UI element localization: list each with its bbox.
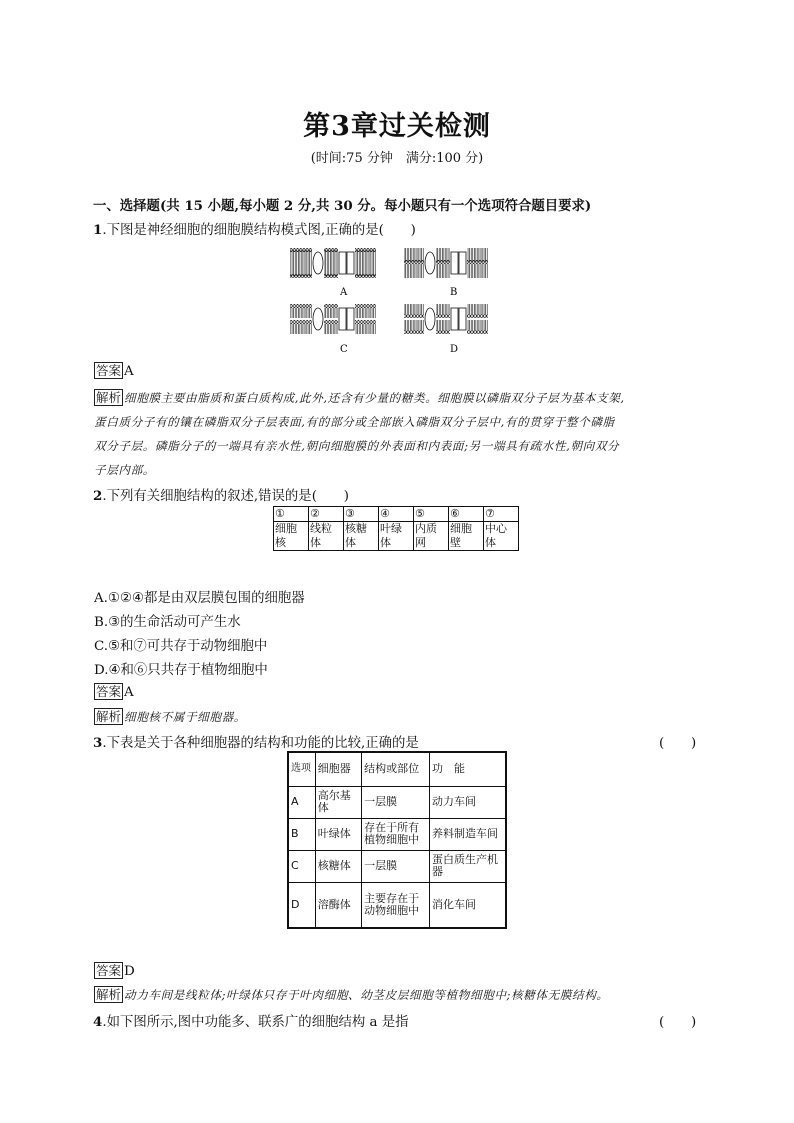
explanation-text: 动力车间是线粒体;叶绿体只存于叶肉细胞、幼茎皮层细胞等植物细胞中;核糖体无膜结构。 bbox=[124, 988, 609, 1002]
exam-info: (时间:75 分钟 满分:100 分) bbox=[310, 151, 484, 166]
question-2 bbox=[93, 485, 349, 504]
table-header: 选项 bbox=[288, 752, 315, 786]
table-cell: 存在于所有植物细胞中 bbox=[362, 818, 430, 850]
answer-tag: 答案 bbox=[96, 684, 122, 699]
table-cell: ⑥ bbox=[449, 507, 484, 522]
explanation-text: 细胞核不属于细胞器。 bbox=[124, 710, 246, 724]
table-cell: A bbox=[288, 786, 315, 818]
answer-tag: 答案 bbox=[96, 363, 122, 378]
membrane-diagrams bbox=[288, 246, 508, 356]
answer-3 bbox=[94, 962, 135, 979]
explanation-line: 细胞膜主要由脂质和蛋白质构成,此外,还含有少量的糖类。细胞膜以磷脂双分子层为基本支架, bbox=[124, 391, 625, 405]
diagram-label-b: B bbox=[450, 287, 458, 298]
answer-1 bbox=[94, 362, 134, 379]
question-number: 2 bbox=[93, 488, 103, 504]
option-c: C.⑤和⑦可共存于动物细胞中 bbox=[94, 639, 268, 654]
table-cell: ① bbox=[274, 507, 309, 522]
answer-value: A bbox=[124, 685, 134, 700]
diagram-label-a: A bbox=[340, 287, 348, 298]
table-cell: 一层膜 bbox=[362, 850, 430, 882]
question-4 bbox=[93, 1011, 409, 1030]
table-header: 结构或部位 bbox=[362, 752, 430, 786]
table-cell: 细胞壁 bbox=[449, 522, 484, 551]
explanation-tag: 解析 bbox=[96, 390, 122, 405]
diagram-label-d: D bbox=[450, 344, 459, 355]
table-cell: 一层膜 bbox=[362, 786, 430, 818]
table-cell: 细胞核 bbox=[274, 522, 309, 551]
table-cell: 消化车间 bbox=[430, 882, 506, 928]
explanation-tag: 解析 bbox=[96, 987, 122, 1002]
question-1 bbox=[93, 219, 416, 238]
explanation-3 bbox=[94, 986, 609, 1003]
organelle-table bbox=[273, 506, 519, 551]
table-cell: 叶绿体 bbox=[379, 522, 414, 551]
membrane-diagram-d bbox=[404, 304, 488, 334]
membrane-diagram-c bbox=[290, 304, 376, 334]
answer-tag: 答案 bbox=[96, 963, 122, 978]
table-cell: ③ bbox=[344, 507, 379, 522]
question-stem: .如下图所示,图中功能多、联系广的细胞结构 a 是指 bbox=[102, 1015, 409, 1030]
table-cell: 养料制造车间 bbox=[430, 818, 506, 850]
option-d: D.④和⑥只共存于植物细胞中 bbox=[94, 663, 268, 678]
answer-value: A bbox=[124, 364, 134, 379]
table-header: 细胞器 bbox=[315, 752, 361, 786]
table-cell: 核糖体 bbox=[315, 850, 361, 882]
table-cell: D bbox=[288, 882, 315, 928]
diagram-label-c: C bbox=[340, 344, 348, 355]
membrane-diagram-a bbox=[290, 248, 376, 278]
answer-2 bbox=[94, 683, 134, 700]
question-stem: .下图是神经细胞的细胞膜结构模式图,正确的是( ) bbox=[102, 223, 416, 238]
explanation-line: 双分子层。磷脂分子的一端具有亲水性,朝向细胞膜的外表面和内表面;另一端具有疏水性,朝向双分 bbox=[94, 439, 620, 453]
page-title: 第3章过关检测 bbox=[303, 111, 491, 142]
question-stem: .下列有关细胞结构的叙述,错误的是( ) bbox=[102, 489, 349, 504]
section-heading: 一、选择题(共 15 小题,每小题 2 分,共 30 分。每小题只有一个选项符合题目要求) bbox=[93, 198, 592, 214]
table-cell: ② bbox=[309, 507, 344, 522]
question-number: 4 bbox=[93, 1014, 103, 1030]
table-cell: ④ bbox=[379, 507, 414, 522]
table-cell: 高尔基体 bbox=[315, 786, 361, 818]
explanation-tag: 解析 bbox=[96, 709, 122, 724]
organelle-comparison-table bbox=[287, 751, 507, 929]
table-cell: 叶绿体 bbox=[315, 818, 361, 850]
option-a: A.①②④都是由双层膜包围的细胞器 bbox=[94, 591, 305, 606]
table-cell: 溶酶体 bbox=[315, 882, 361, 928]
table-cell: C bbox=[288, 850, 315, 882]
table-header: 功 能 bbox=[430, 752, 506, 786]
question-3 bbox=[93, 732, 419, 751]
table-cell: B bbox=[288, 818, 315, 850]
table-cell: 内质网 bbox=[414, 522, 449, 551]
table-cell: 中心体 bbox=[484, 522, 519, 551]
explanation-line: 蛋白质分子有的镶在磷脂双分子层表面,有的部分或全部嵌入磷脂双分子层中,有的贯穿于整个磷脂 bbox=[94, 415, 615, 429]
explanation-1 bbox=[94, 389, 625, 406]
question-number: 3 bbox=[93, 735, 103, 751]
explanation-2 bbox=[94, 708, 246, 725]
question-number: 1 bbox=[93, 222, 103, 238]
membrane-diagram-b bbox=[404, 248, 488, 278]
answer-value: D bbox=[124, 964, 135, 979]
question-stem: .下表是关于各种细胞器的结构和功能的比较,正确的是 bbox=[102, 736, 419, 751]
answer-blank: ( ) bbox=[659, 1015, 697, 1030]
table-cell: ⑤ bbox=[414, 507, 449, 522]
table-cell: 线粒体 bbox=[309, 522, 344, 551]
answer-blank: ( ) bbox=[659, 736, 697, 751]
table-cell: 蛋白质生产机器 bbox=[430, 850, 506, 882]
table-cell: 核糖体 bbox=[344, 522, 379, 551]
table-cell: 动力车间 bbox=[430, 786, 506, 818]
table-cell: 主要存在于动物细胞中 bbox=[362, 882, 430, 928]
explanation-line: 子层内部。 bbox=[94, 463, 155, 477]
option-b: B.③的生命活动可产生水 bbox=[94, 615, 241, 630]
table-cell: ⑦ bbox=[484, 507, 519, 522]
